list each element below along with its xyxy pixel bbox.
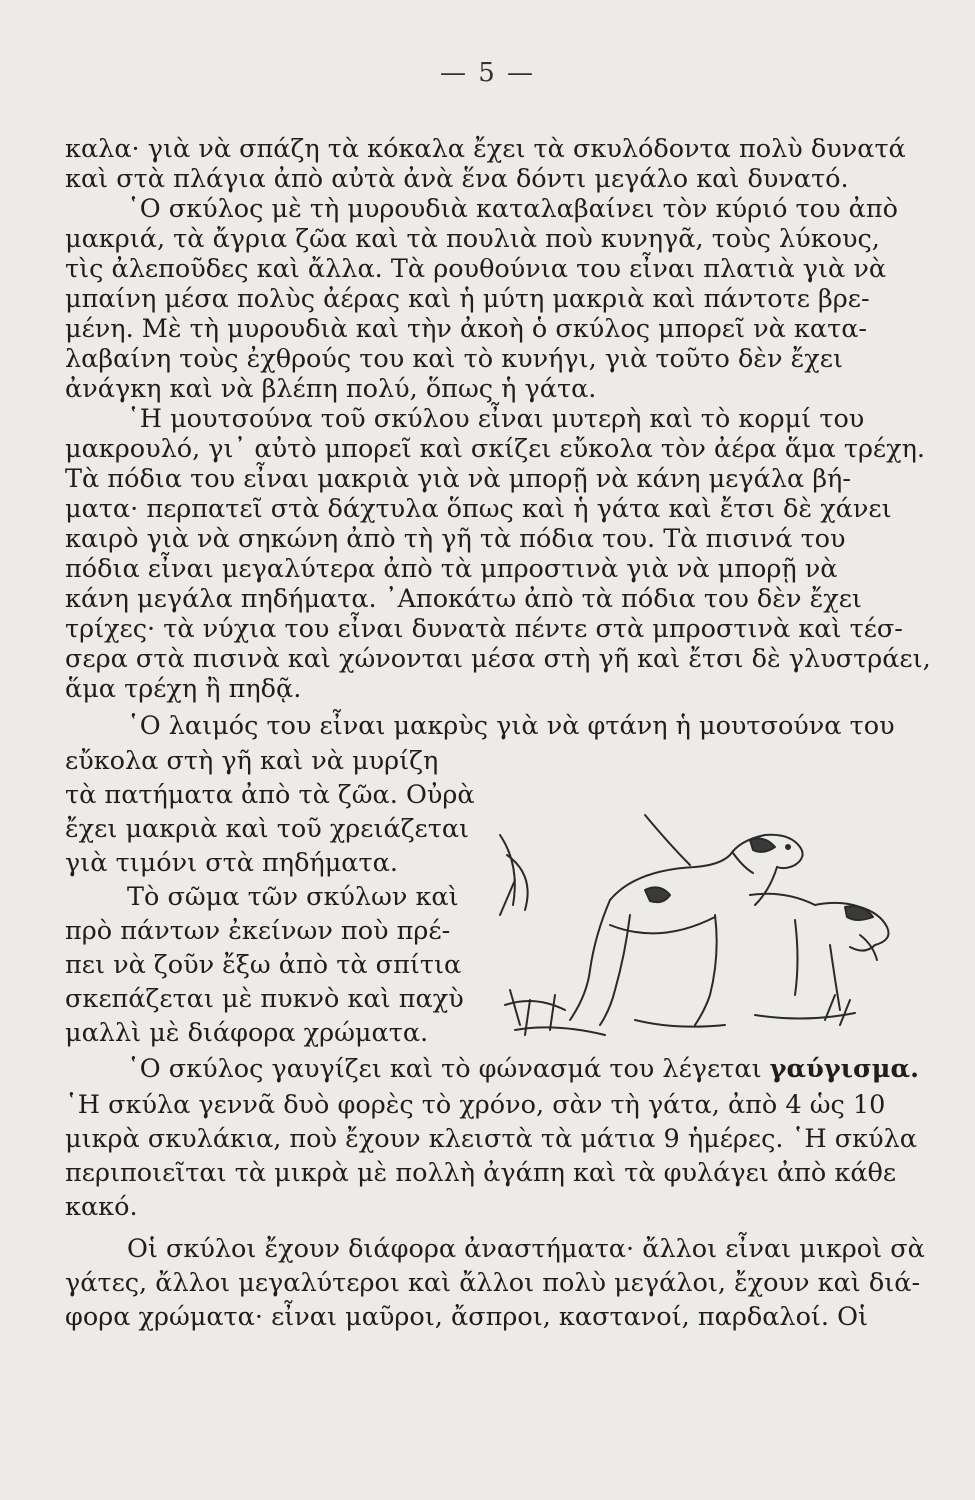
text-line: πει νὰ ζοῦν ἔξω ἀπὸ τὰ σπίτια [65, 950, 462, 980]
text-line: μπαίνη μέσα πολὺς ἀέρας καὶ ἡ μύτη μακριὰ καὶ πάντοτε βρε- [65, 284, 870, 314]
text-line: εὔκολα στὴ γῆ καὶ νὰ μυρίζη [65, 746, 439, 776]
text-line: μικρὰ σκυλάκια, ποὺ ἔχουν κλειστὰ τὰ μάτια 9 ἡμέρες. ῾Η σκύλα [65, 1124, 917, 1154]
text-line: μακρουλό, γι᾽ αὐτὸ μπορεῖ καὶ σκίζει εὔκολα τὸν ἀέρα ἅμα τρέχη. [65, 434, 925, 464]
text-line: μαλλὶ μὲ διάφορα χρώματα. [65, 1018, 429, 1048]
text-line: μακριά, τὰ ἄγρια ζῶα καὶ τὰ πουλιὰ ποὺ κυνηγᾶ, τοὺς λύκους, [65, 224, 880, 254]
text-line: σερα στὰ πισινὰ καὶ χώνονται μέσα στὴ γῆ καὶ ἔτσι δὲ γλυστράει, [65, 644, 931, 674]
text-line: τρίχες· τὰ νύχια του εἶναι δυνατὰ πέντε στὰ μπροστινὰ καὶ τέσ- [65, 614, 903, 644]
page-number: — 5 — [439, 58, 536, 88]
text-line: πρὸ πάντων ἐκείνων ποὺ πρέ- [65, 916, 451, 946]
bold-term: γαύγισμα. [769, 1054, 919, 1084]
text-line: καλα· γιὰ νὰ σπάζη τὰ κόκαλα ἔχει τὰ σκυλόδοντα πολὺ δυνατά [65, 134, 906, 164]
text-line: Τὰ πόδια του εἶναι μακριὰ γιὰ νὰ μπορῇ νὰ κάνη μεγάλα βή- [65, 464, 851, 494]
text-line: ῾Ο σκύλος μὲ τὴ μυρουδιὰ καταλαβαίνει τὸν κύριό του ἀπὸ [127, 194, 898, 224]
text-line: ῾Η σκύλα γεννᾶ δυὸ φορὲς τὸ χρόνο, σὰν τὴ γάτα, ἀπὸ 4 ὡς 10 [65, 1090, 886, 1120]
text-line: ῾Ο λαιμός του εἶναι μακρὺς γιὰ νὰ φτάνη ἡ μουτσούνα του [127, 711, 895, 741]
text-line: γιὰ τιμόνι στὰ πηδήματα. [65, 848, 398, 878]
text-line: τὶς ἀλεποῦδες καὶ ἄλλα. Τὰ ρουθούνια του εἶναι πλατιὰ γιὰ νὰ [65, 254, 887, 284]
text-line: ἅμα τρέχη ἢ πηδᾷ. [65, 674, 302, 704]
text-line: περιποιεῖται τὰ μικρὰ μὲ πολλὴ ἀγάπη καὶ τὰ φυλάγει ἀπὸ κάθε [65, 1158, 897, 1188]
text-line: ἀνάγκη καὶ νὰ βλέπη πολύ, ὅπως ἡ γάτα. [65, 374, 597, 404]
text-line: μένη. Μὲ τὴ μυρουδιὰ καὶ τὴν ἀκοὴ ὁ σκύλος μπορεῖ νὰ κατα- [65, 314, 868, 344]
text-line: κακό. [65, 1192, 138, 1222]
text-span: ῾Ο σκύλος γαυγίζει καὶ τὸ φώνασμά του λέγεται [127, 1054, 762, 1084]
text-line: καιρὸ γιὰ νὰ σηκώνη ἀπὸ τὴ γῆ τὰ πόδια του. Τὰ πισινά του [65, 524, 846, 554]
text-line: τὰ πατήματα ἀπὸ τὰ ζῶα. Οὐρὰ [65, 780, 475, 810]
dog-illustration [495, 795, 925, 1065]
text-line: γάτες, ἄλλοι μεγαλύτεροι καὶ ἄλλοι πολὺ μεγάλοι, ἔχουν καὶ διά- [65, 1268, 921, 1298]
text-line: Τὸ σῶμα τῶν σκύλων καὶ [127, 882, 459, 912]
text-line: κάνη μεγάλα πηδήματα. ᾿Αποκάτω ἀπὸ τὰ πόδια του δὲν ἔχει [65, 584, 862, 614]
text-line: σκεπάζεται μὲ πυκνὸ καὶ παχὺ [65, 984, 464, 1014]
text-line: ῾Η μουτσούνα τοῦ σκύλου εἶναι μυτερὴ καὶ τὸ κορμί του [127, 404, 865, 434]
text-line: καὶ στὰ πλάγια ἀπὸ αὐτὰ ἀνὰ ἕνα δόντι μεγάλο καὶ δυνατό. [65, 164, 849, 194]
text-line: ματα· περπατεῖ στὰ δάχτυλα ὅπως καὶ ἡ γάτα καὶ ἔτσι δὲ χάνει [65, 494, 892, 524]
text-line: πόδια εἶναι μεγαλύτερα ἀπὸ τὰ μπροστινὰ γιὰ νὰ μπορῇ νὰ [65, 554, 838, 584]
text-line: φορα χρώματα· εἶναι μαῦροι, ἄσπροι, καστανοί, παρδαλοί. Οἱ [65, 1302, 869, 1332]
text-line: ἔχει μακριὰ καὶ τοῦ χρειάζεται [65, 814, 470, 844]
text-line: λαβαίνη τοὺς ἐχθρούς του καὶ τὸ κυνήγι, γιὰ τοῦτο δὲν ἔχει [65, 344, 843, 374]
text-line: Οἱ σκύλοι ἔχουν διάφορα ἀναστήματα· ἄλλοι εἶναι μικροὶ σὰ [127, 1234, 925, 1264]
